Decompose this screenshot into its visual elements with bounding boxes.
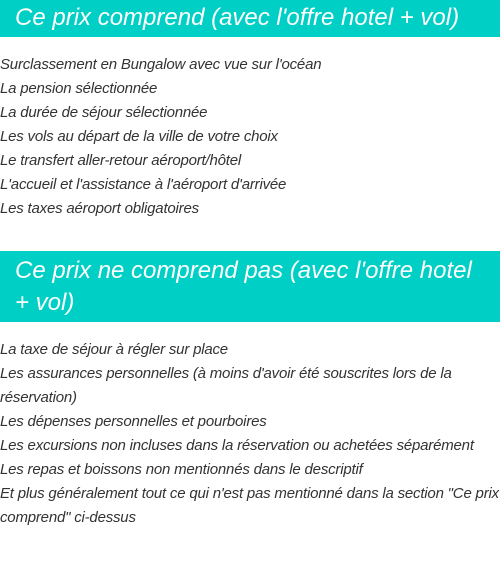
list-item: Le transfert aller-retour aéroport/hôtel [0,152,242,169]
list-item: Les taxes aéroport obligatoires [0,200,199,217]
list-item: La durée de séjour sélectionnée [0,104,208,121]
price-excludes-section [0,251,500,530]
price-includes-section [0,0,500,221]
list-item: Les repas et boissons non mentionnés dans le descriptif [0,461,363,478]
excludes-list [0,338,500,530]
list-item: Les excursions non incluses dans la réservation ou achetées séparément [0,437,474,454]
list-item: La taxe de séjour à régler sur place [0,341,228,358]
list-item: Et plus généralement tout ce qui n'est pas mentionné dans la section "Ce prix comprend" ci-dessus [0,485,499,526]
excludes-heading: Ce prix ne comprend pas (avec l'offre hotel + vol) [0,251,500,322]
list-item: La pension sélectionnée [0,80,158,97]
includes-heading: Ce prix comprend (avec l'offre hotel + vol) [0,0,500,37]
list-item: Surclassement en Bungalow avec vue sur l'océan [0,56,322,73]
list-item: Les vols au départ de la ville de votre choix [0,128,278,145]
list-item: Les dépenses personnelles et pourboires [0,413,267,430]
includes-list [0,53,500,221]
list-item: Les assurances personnelles (à moins d'avoir été souscrites lors de la réservation) [0,365,452,406]
list-item: L'accueil et l'assistance à l'aéroport d'arrivée [0,176,287,193]
